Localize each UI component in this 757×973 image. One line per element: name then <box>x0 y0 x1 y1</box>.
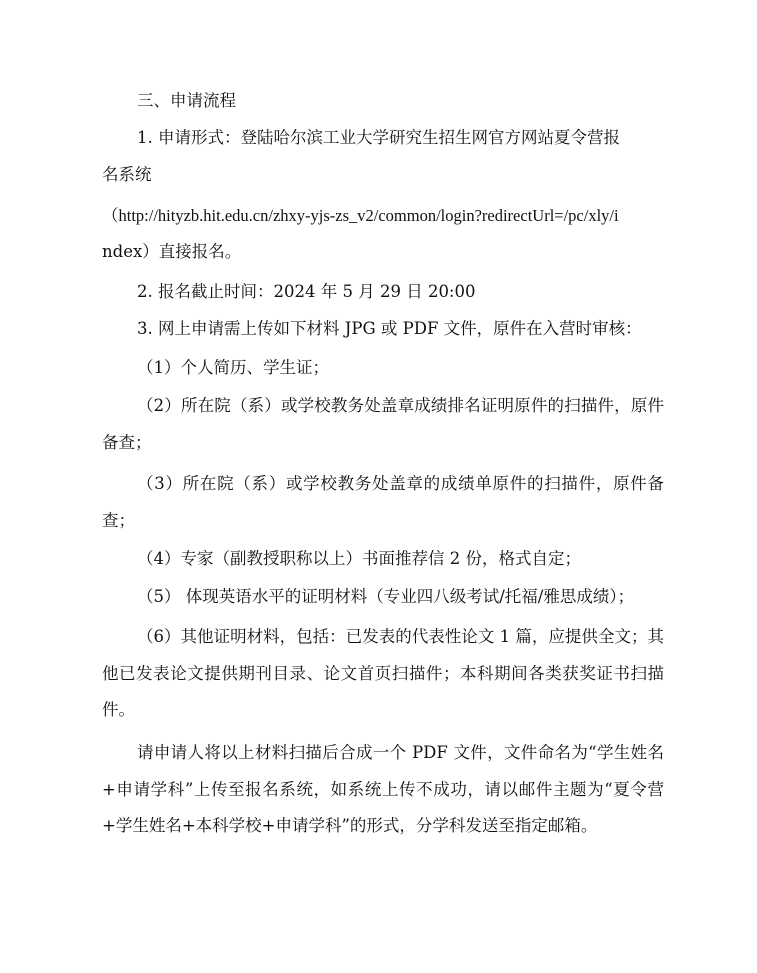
item3-upload-materials: 3. 网上申请需上传如下材料 JPG 或 PDF 文件，原件在入营时审核： <box>137 319 642 338</box>
section-heading: 三、申请流程 <box>137 91 236 110</box>
registration-url: （http://hityzb.hit.edu.cn/zhxy-yjs-zs_v2/common/login?redirectUrl=/pc/xly/i <box>102 206 619 225</box>
item2-deadline: 2. 报名截止时间：2024 年 5 月 29 日 20:00 <box>137 282 476 301</box>
item1-application-form: 1. 申请形式：登陆哈尔滨工业大学研究生招生网官方网站夏令营报 <box>137 128 620 147</box>
material-1: （1）个人简历、学生证； <box>137 358 329 377</box>
material-3: （3）所在院（系）或学校教务处盖章的成绩单原件的扫描件，原件备查； <box>102 474 664 530</box>
material-2: （2）所在院（系）或学校教务处盖章成绩排名证明原件的扫描件，原件备查； <box>102 396 664 452</box>
material-5: （5） 体现英语水平的证明材料（专业四八级考试/托福/雅思成绩）； <box>137 587 635 606</box>
material-6: （6）其他证明材料，包括：已发表的代表性论文 1 篇，应提供全文；其他已发表论文提供期刊目录、论文首页扫描件；本科期间各类获奖证书扫描件。 <box>102 627 664 719</box>
registration-url-tail: ndex）直接报名。 <box>102 242 242 261</box>
closing-paragraph: 请申请人将以上材料扫描后合成一个 PDF 文件，文件命名为“学生姓名+申请学科”上传至报名系统，如系统上传不成功，请以邮件主题为“夏令营+学生姓名+本科学校+申请学科”的形式，分学科发送至指定邮箱。 <box>102 743 664 835</box>
item1-continuation: 名系统 <box>102 165 152 184</box>
material-4: （4）专家（副教授职称以上）书面推荐信 2 份，格式自定； <box>137 549 581 568</box>
